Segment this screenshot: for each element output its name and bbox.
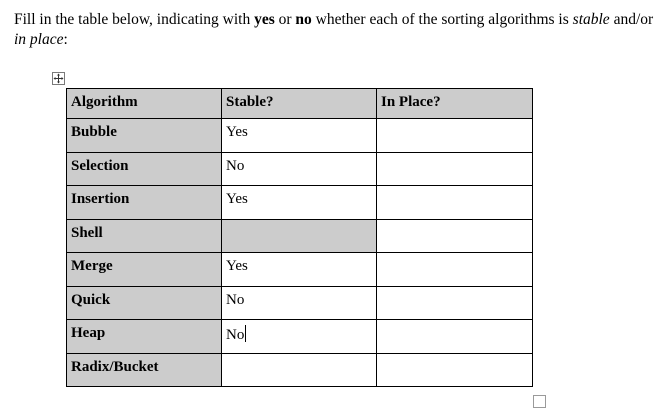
algorithm-cell[interactable]: Radix/Bucket [67,353,222,387]
algorithm-cell[interactable]: Bubble [67,119,222,153]
text-caret [245,325,246,342]
stable-cell[interactable]: Yes [222,186,377,220]
instructions-text-5: : [63,31,68,48]
stable-cell[interactable]: Yes [222,119,377,153]
stable-cell-value: No [226,327,245,343]
stable-cell[interactable]: No [222,286,377,320]
header-algorithm[interactable]: Algorithm [67,89,222,119]
table-move-handle[interactable] [52,72,65,85]
in-place-cell[interactable] [377,186,533,220]
stable-cell[interactable] [222,353,377,387]
table-row [67,152,533,186]
stable-cell[interactable]: Yes [222,253,377,287]
table-row [67,186,533,220]
algorithm-cell[interactable]: Shell [67,219,222,253]
instructions-stable: stable [572,11,610,28]
table-row [67,286,533,320]
table-row [67,320,533,354]
algorithm-cell[interactable]: Heap [67,320,222,354]
instructions-no: no [295,11,312,28]
move-arrows-icon [53,73,64,84]
in-place-cell[interactable] [377,353,533,387]
instructions-text-3: whether each of the sorting algorithms is [311,11,573,28]
in-place-cell[interactable] [377,286,533,320]
stable-cell[interactable] [222,219,377,253]
header-in-place[interactable]: In Place? [377,89,533,119]
table-header-row [67,89,533,119]
sorting-algorithms-table [66,88,533,387]
in-place-cell[interactable] [377,219,533,253]
algorithm-cell[interactable]: Selection [67,152,222,186]
algorithm-cell[interactable]: Merge [67,253,222,287]
in-place-cell[interactable] [377,152,533,186]
instructions-paragraph[interactable] [14,10,654,50]
in-place-cell[interactable] [377,253,533,287]
instructions-text-2: or [274,11,296,28]
table-resize-handle[interactable] [533,395,546,408]
in-place-cell[interactable] [377,119,533,153]
header-stable[interactable]: Stable? [222,89,377,119]
table-row [67,253,533,287]
instructions-in-place: in place [14,31,64,48]
in-place-cell[interactable] [377,320,533,354]
stable-cell[interactable]: No [222,152,377,186]
instructions-text-4: and/or [609,11,654,28]
instructions-text-1: Fill in the table below, indicating with [14,11,255,28]
stable-cell-active[interactable] [222,320,377,354]
algorithm-cell[interactable]: Insertion [67,186,222,220]
table-row [67,353,533,387]
table-row [67,219,533,253]
table-row [67,119,533,153]
algorithm-cell[interactable]: Quick [67,286,222,320]
instructions-yes: yes [254,11,275,28]
